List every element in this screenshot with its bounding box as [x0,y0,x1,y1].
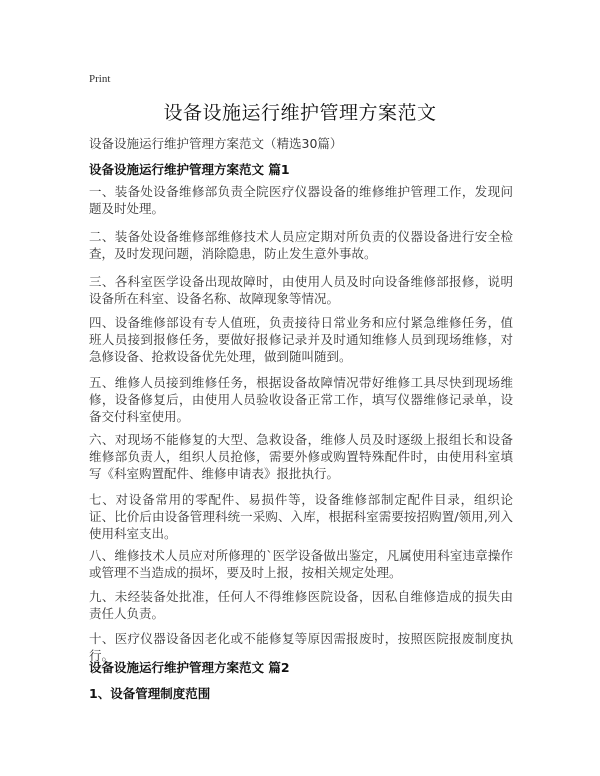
paragraph-1: 一、装备处设备维修部负责全院医疗仪器设备的维修维护管理工作，发现问题及时处理。 [89,184,513,216]
paragraph-8: 八、维修技术人员应对所修理的`医学设备做出鉴定，凡属使用科室违章操作或管理不当造成的损坏，要及时上报，按相关规定处理。 [89,548,513,580]
paragraph-9: 九、未经装备处批准，任何人不得维修医院设备，因私自维修造成的损失由责任人负责。 [89,589,513,621]
paragraph-7: 七、对设备常用的零配件、易损件等，设备维修部制定配件目录，组织论证、比价后由设备管理科统一采购、入库，根据科室需要按招购置/领用,列入使用科室支出。 [89,492,513,541]
document-title: 设备设施运行维护管理方案范文 [163,102,437,124]
section-subheading: 1、设备管理制度范围 [89,686,211,701]
print-label: Print [89,73,111,85]
document-subtitle: 设备设施运行维护管理方案范文（精选30篇） [89,136,343,151]
section-heading-1: 设备设施运行维护管理方案范文 篇1 [89,162,290,177]
paragraph-6: 六、对现场不能修复的大型、急救设备，维修人员及时逐级上报组长和设备维修部负责人，组织人员抢修，需要外修或购置特殊配件时，由使用科室填写《科室购置配件、维修申请表》报批执行。 [89,432,513,481]
paragraph-3: 三、各科室医学设备出现故障时，由使用人员及时向设备维修部报修，说明设备所在科室、设备名称、故障现象等情况。 [89,274,513,306]
section-heading-2: 设备设施运行维护管理方案范文 篇2 [89,660,290,675]
paragraph-10: 十、医疗仪器设备因老化或不能修复等原因需报废时，按照医院报废制度执行。 [89,631,513,663]
paragraph-4: 四、设备维修部设有专人值班，负责接待日常业务和应付紧急维修任务，值班人员接到报修任务，要做好报修记录并及时通知维修人员到现场维修，对急修设备、抢救设备优先处理，做到随叫随到。 [89,315,513,364]
paragraph-2: 二、装备处设备维修部维修技术人员应定期对所负责的仪器设备进行安全检查，及时发现问题，消除隐患，防止发生意外事故。 [89,229,513,261]
paragraph-5: 五、维修人员接到维修任务，根据设备故障情况带好维修工具尽快到现场维修，设备修复后，由使用人员验收设备正常工作，填写仪器维修记录单，设备交付科室使用。 [89,375,513,424]
